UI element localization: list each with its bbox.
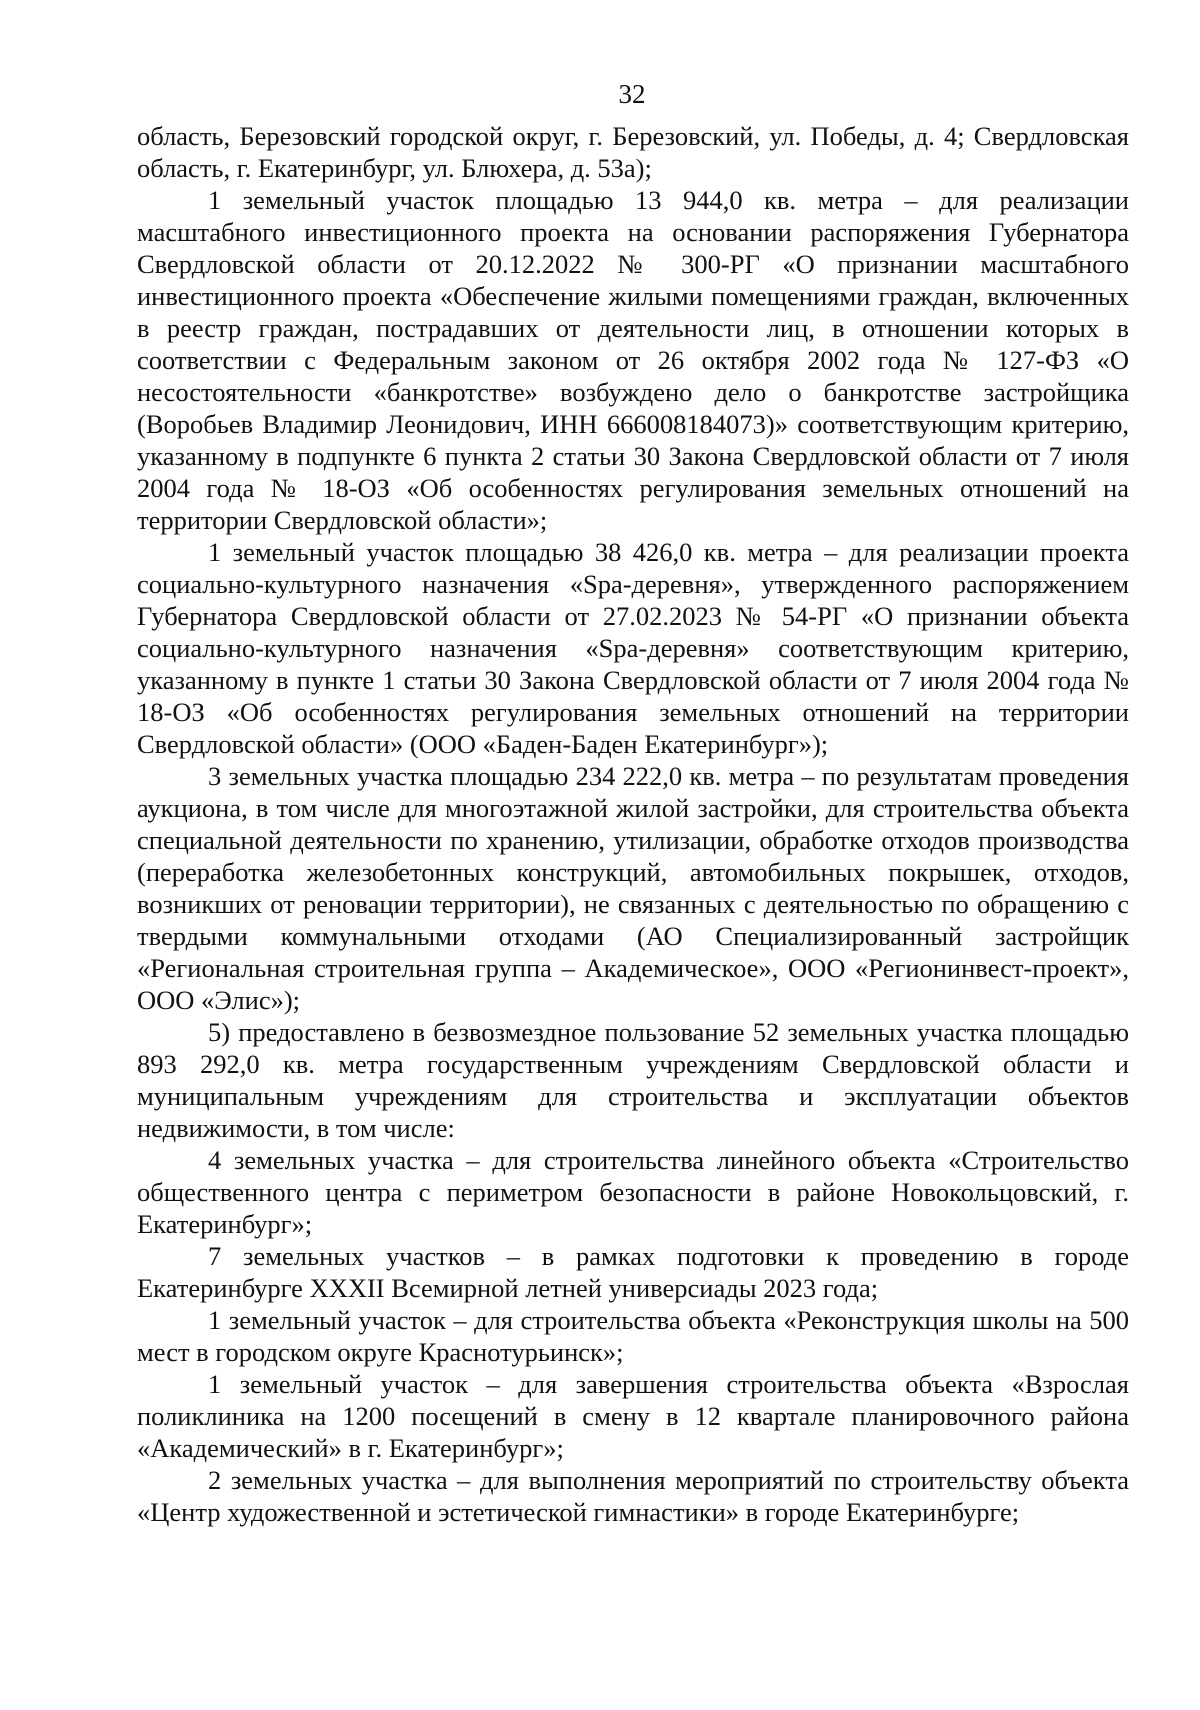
paragraph: 1 земельный участок площадью 38 426,0 кв. метра – для реализации проекта социально-культурного назначения «Spa-деревня», утвержденного распоряжением Губернатора Свердловской области от 27.02.2023 № 54-РГ «О признании объекта социально-культурного назначения «Spa-деревня» соответствующим критерию, указанному в пункте 1 статьи 30 Закона Свердловской области от 7 июля 2004 года № 18-ОЗ «Об особенностях регулирования земельных отношений на территории Свердловской области» (ООО «Баден-Баден Екатеринбург»); xyxy=(137,537,1129,759)
paragraph: 3 земельных участка площадью 234 222,0 кв. метра – по результатам проведения аукциона, в том числе для многоэтажной жилой застройки, для строительства объекта специальной деятельности по хранению, утилизации, обработке отходов производства (переработка железобетонных конструкций, автомобильных покрышек, отходов, возникших от реновации территории), не связанных с деятельностью по обращению с твердыми коммунальными отходами (АО Специализированный застройщик «Региональная строительная группа – Академическое», ООО «Регионинвест-проект», ООО «Элис»); xyxy=(137,761,1129,1015)
paragraph: 4 земельных участка – для строительства линейного объекта «Строительство общественного центра с периметром безопасности в районе Новокольцовский, г. Екатеринбург»; xyxy=(137,1145,1129,1239)
document-body xyxy=(137,120,1129,1528)
paragraph: 1 земельный участок площадью 13 944,0 кв. метра – для реализации масштабного инвестиционного проекта на основании распоряжения Губернатора Свердловской области от 20.12.2022 № 300-РГ «О признании масштабного инвестиционного проекта «Обеспечение жилыми помещениями граждан, включенных в реестр граждан, пострадавших от деятельности лиц, в отношении которых в соответствии с Федеральным законом от 26 октября 2002 года № 127-ФЗ «О несостоятельности «банкротстве» возбуждено дело о банкротстве застройщика (Воробьев Владимир Леонидович, ИНН 666008184073)» соответствующим критерию, указанному в подпункте 6 пункта 2 статьи 30 Закона Свердловской области от 7 июля 2004 года № 18-ОЗ «Об особенностях регулирования земельных отношений на территории Свердловской области»; xyxy=(137,185,1129,535)
paragraph: 1 земельный участок – для завершения строительства объекта «Взрослая поликлиника на 1200 посещений в смену в 12 квартале планировочного района «Академический» в г. Екатеринбург»; xyxy=(137,1369,1129,1463)
paragraph: область, Березовский городской округ, г. Березовский, ул. Победы, д. 4; Свердловская область, г. Екатеринбург, ул. Блюхера, д. 53а); xyxy=(137,121,1129,183)
paragraph: 5) предоставлено в безвозмездное пользование 52 земельных участка площадью 893 292,0 кв. метра государственным учреждениям Свердловской области и муниципальным учреждениям для строительства и эксплуатации объектов недвижимости, в том числе: xyxy=(137,1017,1129,1143)
paragraph: 1 земельный участок – для строительства объекта «Реконструкция школы на 500 мест в городском округе Краснотурьинск»; xyxy=(137,1305,1129,1367)
paragraph: 2 земельных участка – для выполнения мероприятий по строительству объекта «Центр художественной и эстетической гимнастики» в городе Екатеринбурге; xyxy=(137,1465,1129,1527)
paragraph: 7 земельных участков – в рамках подготовки к проведению в городе Екатеринбурге XXXII Всемирной летней универсиады 2023 года; xyxy=(137,1241,1129,1303)
page-number: 32 xyxy=(618,79,646,109)
